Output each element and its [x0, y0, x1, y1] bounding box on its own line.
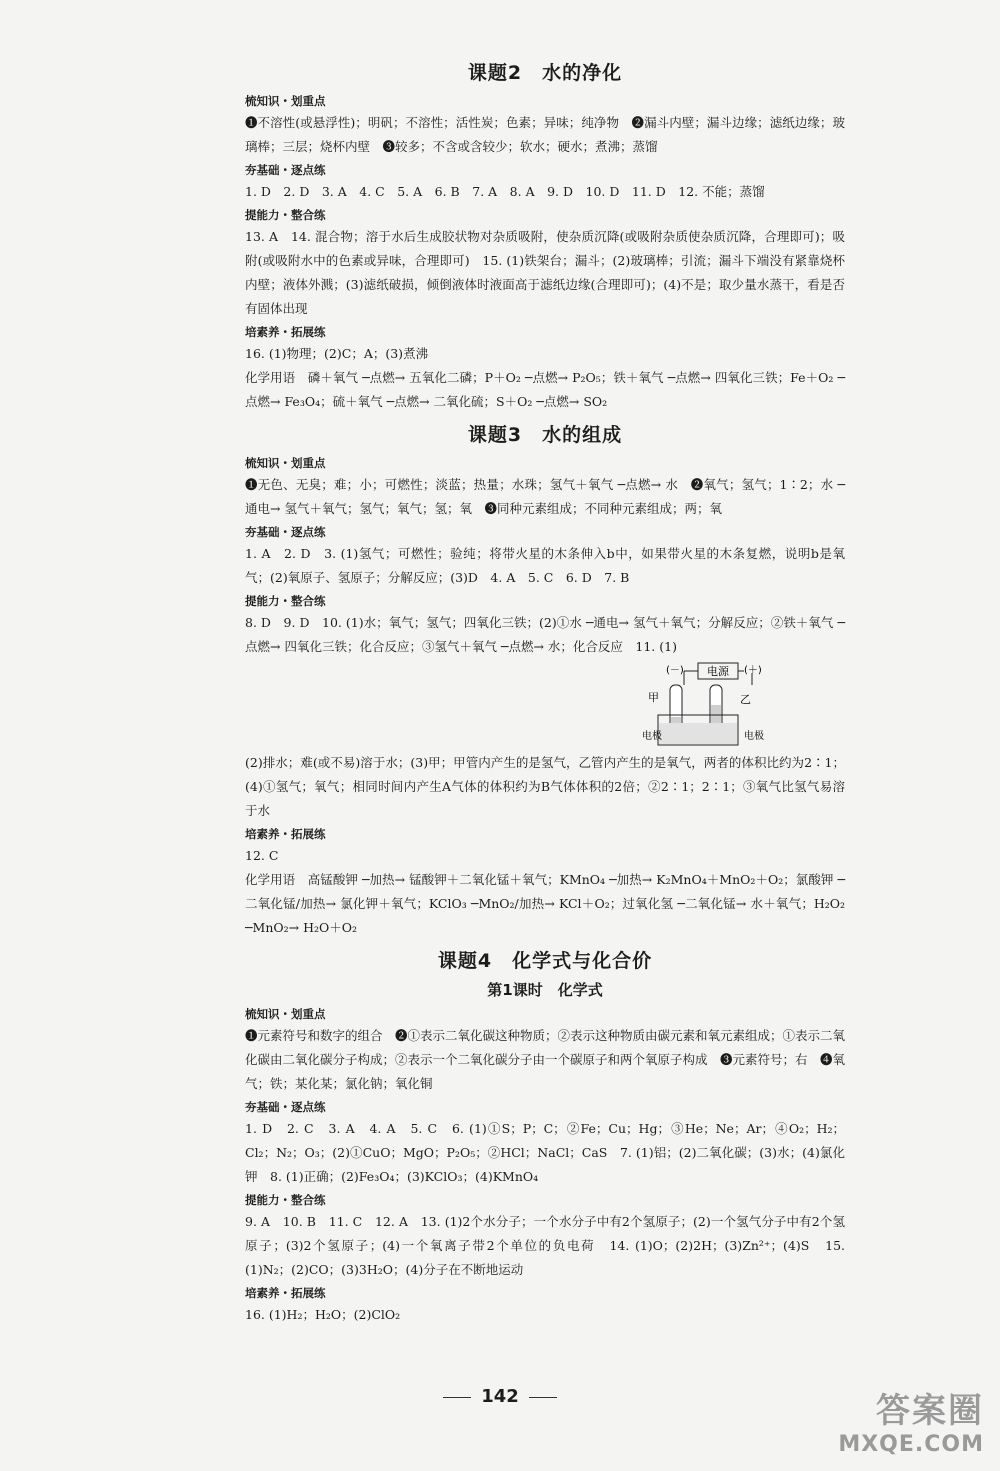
chemistry-terms: 化学用语 磷＋氧气 ─点燃→ 五氧化二磷；P＋O₂ ─点燃→ P₂O₅；铁＋氧气 ─点燃→ 四氧化三铁；Fe＋O₂ ─点燃→ Fe₃O₄；硫＋氧气 ─点燃→ 二氧化硫；S＋O₂ ─点燃→ SO₂	[245, 370, 845, 409]
plus-label: (＋)	[744, 665, 762, 676]
electrolysis-diagram	[245, 659, 845, 751]
answer-paragraph: ❶元素符号和数字的组合 ❷①表示二氧化碳这种物质；②表示这种物质由碳元素和氧元素组成；①表示二氧化碳由二氧化碳分子构成；②表示一个二氧化碳分子由一个碳原子和两个氧原子构成 ❸元素符号；右 ❹氧气；铁；某化某；氯化钠；氧化铜	[245, 1028, 846, 1091]
electrolysis-apparatus	[640, 659, 780, 751]
answer-paragraph: 16. (1)H₂；H₂O；(2)ClO₂	[245, 1307, 401, 1322]
subsection-heading: 夯基础・逐点练	[245, 1100, 326, 1114]
answer-paragraph: ❶不溶性(或悬浮性)；明矾；不溶性；活性炭；色素；异味；纯净物 ❷漏斗内壁；漏斗边缘；滤纸边缘；玻璃棒；三层；烧杯内壁 ❸较多；不含或含较少；软水；硬水；煮沸；蒸馏	[245, 115, 845, 154]
chemistry-terms: 化学用语 高锰酸钾 ─加热→ 锰酸钾＋二氧化锰＋氧气；KMnO₄ ─加热→ K₂MnO₄＋MnO₂＋O₂；氯酸钾 ─二氧化锰/加热→ 氯化钾＋氧气；KClO₃ ─MnO₂/加热→ KCl＋O₂；过氧化氢 ─二氧化锰→ 水＋氧气；H₂O₂ ─MnO₂→ H₂O＋O₂	[245, 872, 845, 935]
tube-a-label: 甲	[648, 691, 659, 704]
subsection-heading: 夯基础・逐点练	[245, 163, 326, 177]
subsection-heading: 提能力・整合练	[245, 1193, 326, 1207]
answer-paragraph: 8. D 9. D 10. (1)水；氧气；氢气；四氧化三铁；(2)①水 ─通电→ 氢气＋氧气；分解反应；②铁＋氧气 ─点燃→ 四氧化三铁；化合反应；③氢气＋氧气 ─点燃→ 水；化合反应 11. (1)	[245, 615, 845, 654]
section-title: 课题2 水的净化	[467, 62, 623, 84]
minus-label: (－)	[666, 665, 684, 676]
section-title: 课题4 化学式与化合价	[437, 950, 653, 972]
subsection-heading: 梳知识・划重点	[245, 94, 326, 108]
answer-paragraph: 1. D 2. C 3. A 4. A 5. C 6. (1)①S；P；C；②Fe；Cu；Hg；③He；Ne；Ar；④O₂；H₂；Cl₂；N₂；O₃；(2)①CuO；MgO；P₂O₅；②HCl；NaCl；CaS 7. (1)铝；(2)二氧化碳；(3)水；(4)氯化钾 8. (1)正确；(2)Fe₃O₄；(3)KClO₃；(4)KMnO₄	[245, 1121, 845, 1184]
subsection-heading: 培素养・拓展练	[245, 325, 326, 339]
power-label: 电源	[707, 665, 729, 678]
answer-paragraph: 9. A 10. B 11. C 12. A 13. (1)2个水分子；一个水分子中有2个氢原子；(2)一个氢气分子中有2个氢原子；(3)2个氢原子；(4)一个氧离子带2个单位的负电荷 14. (1)O；(2)2H；(3)Zn²⁺；(4)S 15. (1)N₂；(2)CO；(3)3H₂O；(4)分子在不断地运动	[245, 1214, 845, 1277]
watermark	[838, 1383, 984, 1457]
answer-paragraph: 1. A 2. D 3. (1)氢气；可燃性；验纯；将带火星的木条伸入b中，如果带火星的木条复燃，说明b是氧气；(2)氧原子、氢原子；分解反应；(3)D 4. A 5. C 6. D 7. B	[245, 546, 845, 585]
answer-paragraph: 1. D 2. D 3. A 4. C 5. A 6. B 7. A 8. A 9. D 10. D 11. D 12. 不能；蒸馏	[245, 184, 765, 199]
answer-paragraph: 13. A 14. 混合物；溶于水后生成胶状物对杂质吸附，使杂质沉降(或吸附杂质使杂质沉降，合理即可)；吸附(或吸附水中的色素或异味，合理即可) 15. (1)铁架台；漏斗；(2)玻璃棒；引流；漏斗下端没有紧靠烧杯内壁；液体外溅；(3)滤纸破损，倾倒液体时液面高于滤纸边缘(合理即可)；(4)不是；取少量水蒸干，看是否有固体出现	[245, 229, 845, 316]
subsection-heading: 提能力・整合练	[245, 208, 326, 222]
answer-paragraph: ❶无色、无臭；难；小；可燃性；淡蓝；热量；水珠；氢气＋氧气 ─点燃→ 水 ❷氧气；氢气；1∶2；水 ─通电→ 氢气＋氧气；氢气；氧气；氢；氧 ❸同种元素组成；不同种元素组成；两；氧	[245, 477, 845, 516]
subsection-heading: 夯基础・逐点练	[245, 525, 326, 539]
subsection-heading: 梳知识・划重点	[245, 1007, 326, 1021]
page-number-text: 142	[481, 1386, 519, 1407]
subsection-heading: 梳知识・划重点	[245, 456, 326, 470]
subsection-heading: 提能力・整合练	[245, 594, 326, 608]
subsection-heading: 培素养・拓展练	[245, 827, 326, 841]
answer-paragraph: 12. C	[245, 848, 279, 863]
watermark-url: MXQE.COM	[838, 1432, 984, 1457]
section-title: 课题3 水的组成	[467, 424, 623, 446]
answer-paragraph: (2)排水；难(或不易)溶于水；(3)甲；甲管内产生的是氢气，乙管内产生的是氧气，两者的体积比约为2∶1；(4)①氢气；氧气；相同时间内产生A气体的体积约为B气体体积的2倍；②2∶1；2∶1；③氧气比氢气易溶于水	[245, 755, 845, 818]
electrode-left-label: 电极	[642, 731, 662, 742]
page-content	[245, 52, 845, 1327]
subsection-heading: 培素养・拓展练	[245, 1286, 326, 1300]
tube-b-label: 乙	[740, 693, 751, 706]
electrode-right-label: 电极	[744, 731, 764, 742]
answer-paragraph: 16. (1)物理；(2)C；A；(3)煮沸	[245, 346, 429, 361]
lesson-subtitle: 第1课时 化学式	[487, 981, 603, 999]
watermark-logo: 答案圈	[876, 1391, 984, 1431]
